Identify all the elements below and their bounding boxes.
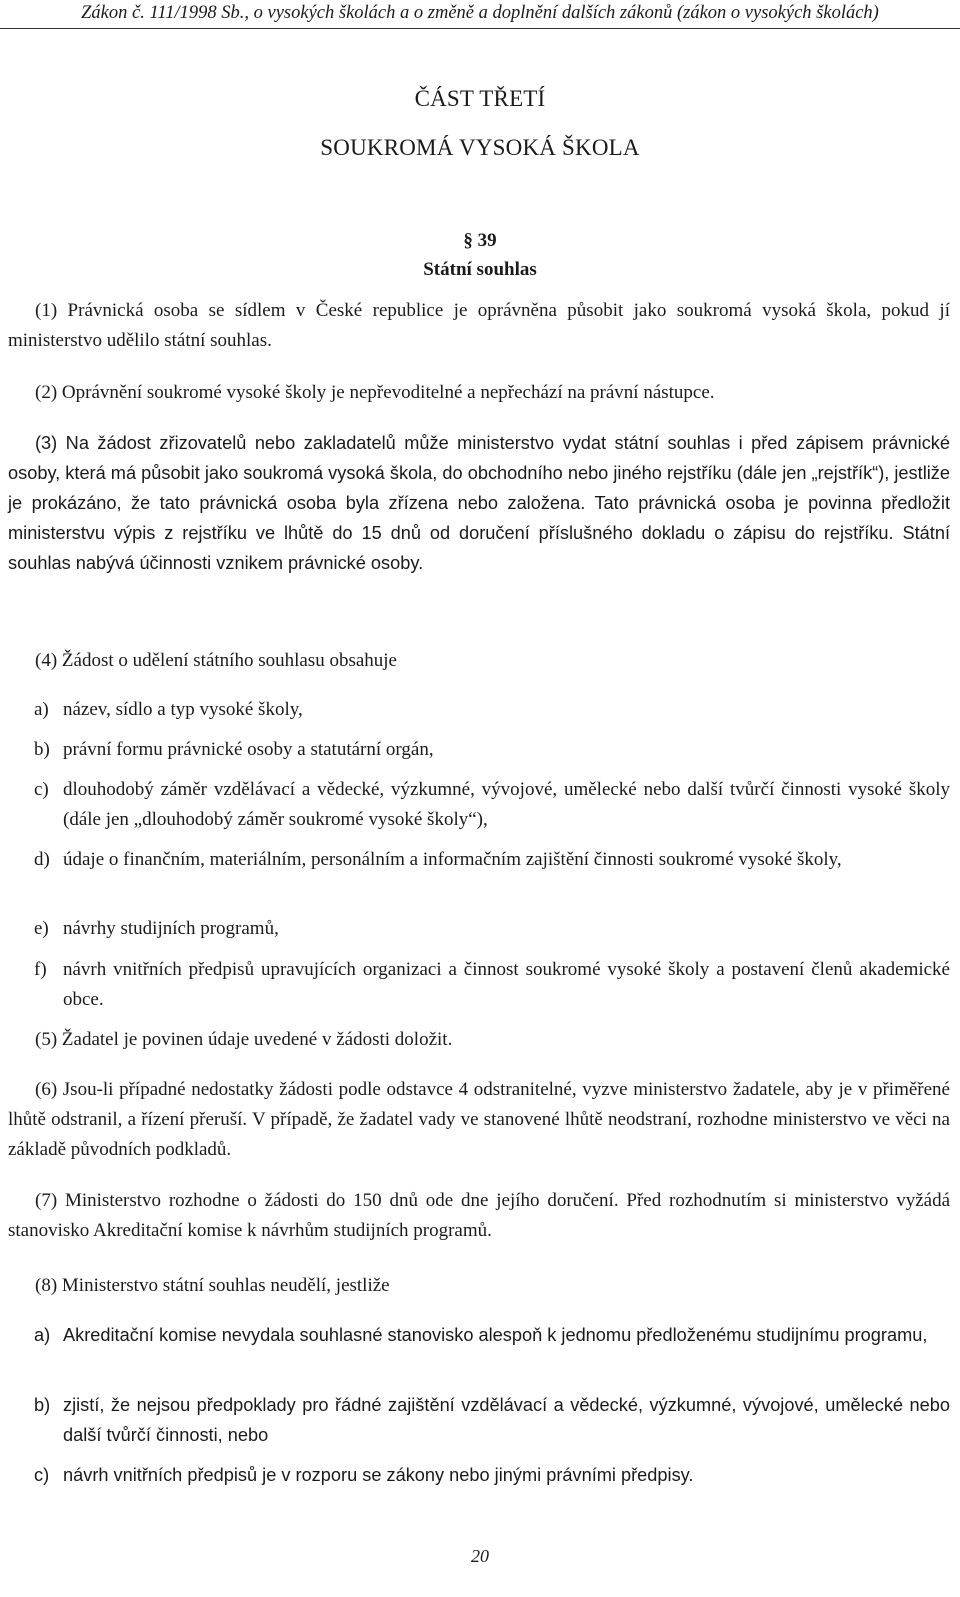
paragraph-5: (5) Žadatel je povinen údaje uvedené v žádosti doložit. [35, 1029, 453, 1050]
item-text: název, sídlo a typ vysoké školy, [63, 699, 303, 720]
item-text: Akreditační komise nevydala souhlasné stanovisko alespoň k jednomu předloženému studijnímu programu, [63, 1325, 928, 1345]
item-label: d) [34, 849, 50, 870]
item-label: a) [34, 1325, 51, 1345]
item-text: právní formu právnické osoby a statutární orgán, [63, 739, 434, 760]
item-text: údaje o finančním, materiálním, personálním a informačním zajištění činnosti soukromé vysoké školy, [63, 849, 842, 870]
section-title: Státní souhlas [423, 259, 537, 280]
item-label: f) [34, 959, 47, 980]
item-text: návrhy studijních programů, [63, 918, 279, 939]
paragraph-4: (4) Žádost o udělení státního souhlasu obsahuje [35, 650, 397, 671]
list-item [34, 845, 950, 875]
item-label: c) [34, 779, 49, 800]
paragraph-6: (6) Jsou-li případné nedostatky žádosti podle odstavce 4 odstranitelné, vyzve ministerstvo žadatele, aby je v přiměřené lhůtě odstranil, a řízení přeruší. V případě, že žadatel vady ve stanovené lhůtě neodstraní, rozhodne ministerstvo ve věci na základě původních podkladů. [8, 1079, 950, 1160]
paragraph-1: (1) Právnická osoba se sídlem v České republice je oprávněna působit jako soukromá vysoká škola, pokud jí ministerstvo udělilo státní souhlas. [8, 300, 950, 351]
item-text: návrh vnitřních předpisů upravujících organizaci a činnost soukromé vysoké školy a postavení členů akademické obce. [63, 959, 950, 1010]
item-text: zjistí, že nejsou předpoklady pro řádné zajištění vzdělávací a vědecké, výzkumné, vývojové, umělecké nebo další tvůrčí činnosti, nebo [63, 1395, 950, 1445]
part-subtitle: SOUKROMÁ VYSOKÁ ŠKOLA [320, 135, 640, 160]
item-label: c) [34, 1465, 50, 1485]
item-text: dlouhodobý záměr vzdělávací a vědecké, výzkumné, vývojové, umělecké nebo další tvůrčí činnosti vysoké školy (dále jen „dlouhodobý záměr soukromé vysoké školy“), [63, 779, 950, 830]
list-item [34, 1390, 950, 1450]
section-number: § 39 [463, 230, 497, 251]
item-label: a) [34, 699, 49, 720]
item-label: e) [34, 918, 49, 939]
paragraph-7: (7) Ministerstvo rozhodne o žádosti do 150 dnů ode dne jejího doručení. Před rozhodnutím si ministerstvo vyžádá stanovisko Akreditační komise k návrhům studijních programů. [8, 1190, 950, 1241]
paragraph-3: (3) Na žádost zřizovatelů nebo zakladatelů může ministerstvo vydat státní souhlas i před zápisem právnické osoby, která má působit jako soukromá vysoká škola, do obchodního nebo jiného rejstříku (dále jen „rejstřík“), jestliže je prokázáno, že tato právnická osoba byla zřízena nebo založena. Tato právnická osoba je povinna předložit ministerstvu výpis z rejstříku ve lhůtě do 15 dnů od doručení příslušného dokladu o zápisu do rejstříku. Státní souhlas nabývá účinnosti vznikem právnické osoby. [8, 433, 950, 573]
list-item [34, 1460, 950, 1490]
paragraph-2: (2) Oprávnění soukromé vysoké školy je nepřevoditelné a nepřechází na právní nástupce. [35, 382, 715, 403]
item-text: návrh vnitřních předpisů je v rozporu se zákony nebo jinými právními předpisy. [63, 1465, 694, 1485]
part-title: ČÁST TŘETÍ [414, 86, 546, 111]
list-item [34, 955, 950, 1015]
item-label: b) [34, 739, 50, 760]
item-label: b) [34, 1395, 51, 1415]
list-item [34, 735, 950, 765]
list-item [34, 775, 950, 835]
list-item [34, 914, 950, 944]
running-header: Zákon č. 111/1998 Sb., o vysokých školách a o změně a doplnění dalších zákonů (zákon o vysokých školách) [0, 0, 960, 29]
paragraph-8: (8) Ministerstvo státní souhlas neudělí, jestliže [35, 1275, 390, 1296]
list-item [34, 695, 950, 725]
list-item [34, 1320, 950, 1350]
page-number: 20 [471, 1546, 489, 1566]
